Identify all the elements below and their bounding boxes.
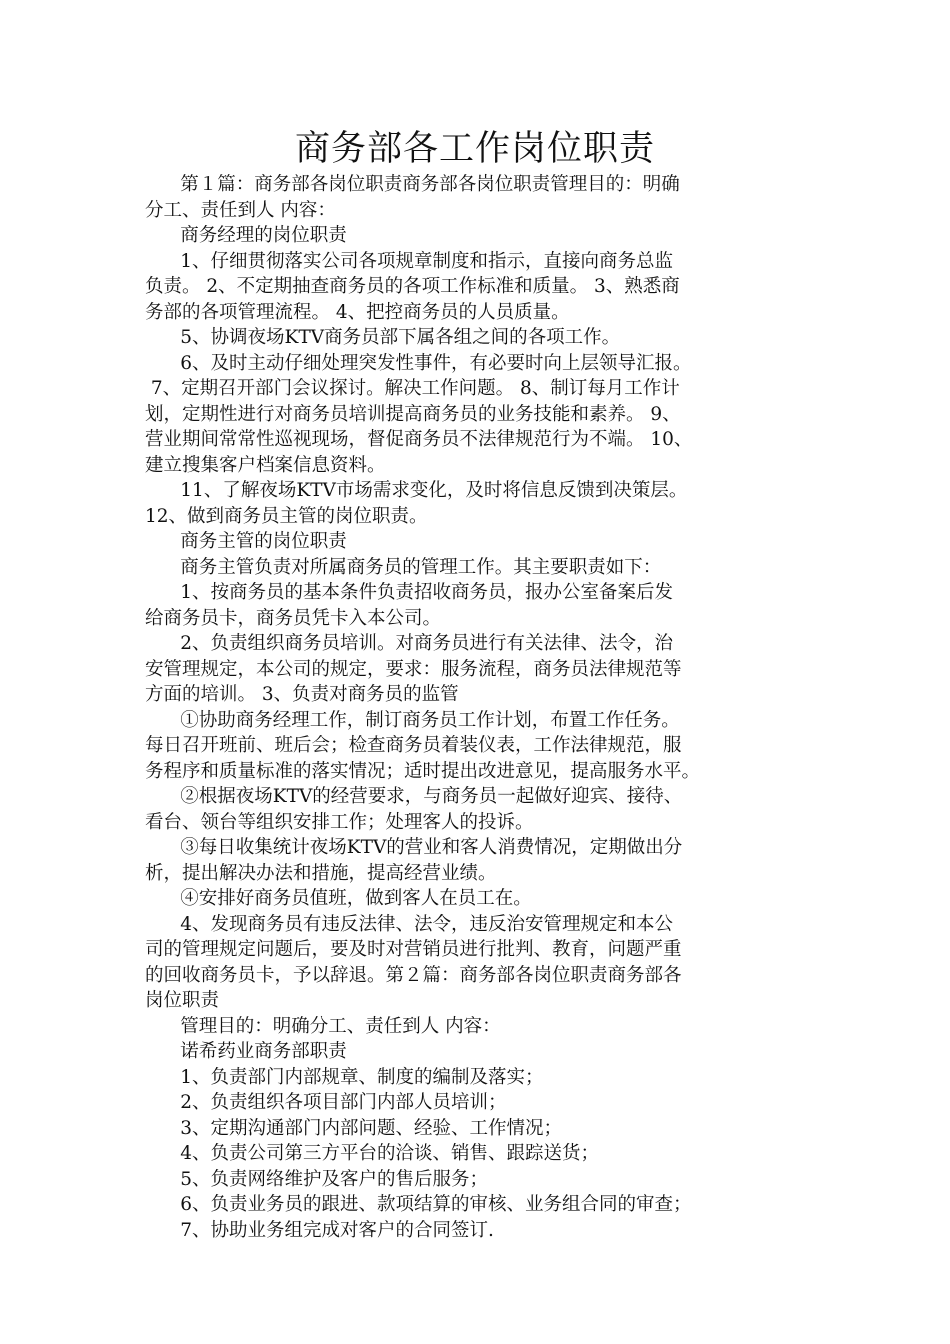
text-line: 看台、领台等组织安排工作；处理客人的投诉。 xyxy=(145,811,534,833)
text-line: 分工、责任到人 内容： xyxy=(145,199,336,221)
text-line: 给商务员卡，商务员凭卡入本公司。 xyxy=(145,607,442,629)
text-line: 5、协调夜场KTV商务员部下属各组之间的各项工作。 xyxy=(145,327,621,348)
text-line: 营业期间常常性巡视现场，督促商务员不法律规范行为不端。 10、 xyxy=(145,429,693,450)
text-line: 11、了解夜场KTV市场需求变化，及时将信息反馈到决策层。 xyxy=(145,480,688,501)
text-line: 7、协助业务组完成对客户的合同签订. xyxy=(145,1219,494,1241)
text-line: 1、负责部门内部规章、制度的编制及落实； xyxy=(145,1066,544,1088)
text-line: 1、按商务员的基本条件负责招收商务员，报办公室备案后发 xyxy=(145,582,674,603)
text-line: 每日召开班前、班后会；检查商务员着装仪表，工作法律规范，服 xyxy=(145,735,682,756)
text-line: 1、仔细贯彻落实公司各项规章制度和指示，直接向商务总监 xyxy=(145,250,674,272)
document-title: 商务部各工作岗位职责 xyxy=(294,129,655,169)
text-line: 6、负责业务员的跟进、款项结算的审核、业务组合同的审查； xyxy=(145,1194,692,1215)
text-line: 建立搜集客户档案信息资料。 xyxy=(145,454,386,476)
text-line: 负责。 2、不定期抽查商务员的各项工作标准和质量。 3、熟悉商 xyxy=(145,276,680,297)
text-line: 4、负责公司第三方平台的洽谈、销售、跟踪送货； xyxy=(145,1143,600,1164)
text-line: 4、发现商务员有违反法律、法令，违反治安管理规定和本公 xyxy=(145,913,674,935)
text-line: 岗位职责 xyxy=(145,990,220,1011)
text-line: 7、定期召开部门会议探讨。解决工作问题。 8、制订每月工作计 xyxy=(145,378,680,399)
text-line: 商务经理的岗位职责 xyxy=(145,225,347,246)
text-line: 务部的各项管理流程。 4、把控商务员的人员质量。 xyxy=(145,301,570,323)
text-line: 司的管理规定问题后，要及时对营销员进行批判、教育，问题严重 xyxy=(145,939,682,960)
text-line: ①协助商务经理工作，制订商务员工作计划，布置工作任务。 xyxy=(145,709,680,731)
document-body xyxy=(145,172,809,1243)
text-line: 管理目的：明确分工、责任到人 内容： xyxy=(145,1015,501,1037)
text-line: 6、及时主动仔细处理突发性事件，有必要时向上层领导汇报。 xyxy=(145,352,692,374)
text-line: 安管理规定，本公司的规定，要求：服务流程，商务员法律规范等 xyxy=(145,658,682,680)
text-line: 方面的培训。 3、负责对商务员的监管 xyxy=(145,684,459,705)
text-line: 划，定期性进行对商务员培训提高商务员的业务技能和素养。 9、 xyxy=(145,403,681,425)
text-line: ③每日收集统计夜场KTV的营业和客人消费情况，定期做出分 xyxy=(145,837,683,858)
text-line: 第１篇：商务部各岗位职责商务部各岗位职责管理目的：明确 xyxy=(145,174,680,195)
text-line: 2、负责组织商务员培训。对商务员进行有关法律、法令，治 xyxy=(145,633,674,654)
text-line: 5、负责网络维护及客户的售后服务； xyxy=(145,1168,489,1190)
text-line: 的回收商务员卡，予以辞退。第２篇：商务部各岗位职责商务部各 xyxy=(145,964,682,986)
text-line: 商务主管负责对所属商务员的管理工作。其主要职责如下： xyxy=(145,556,662,578)
text-line: 3、定期沟通部门内部问题、经验、工作情况； xyxy=(145,1117,563,1139)
text-line: 商务主管的岗位职责 xyxy=(145,531,347,552)
text-line: 析，提出解决办法和措施，提高经营业绩。 xyxy=(145,862,497,884)
text-line: ②根据夜场KTV的经营要求，与商务员一起做好迎宾、接待、 xyxy=(145,786,683,807)
text-line: 务程序和质量标准的落实情况；适时提出改进意见，提高服务水平。 xyxy=(145,760,701,782)
text-line: 诺希药业商务部职责 xyxy=(145,1041,347,1062)
text-line: 2、负责组织各项目部门内部人员培训； xyxy=(145,1092,507,1113)
text-line: 12、做到商务员主管的岗位职责。 xyxy=(145,505,428,527)
text-line: ④安排好商务员值班，做到客人在员工在。 xyxy=(145,888,532,909)
